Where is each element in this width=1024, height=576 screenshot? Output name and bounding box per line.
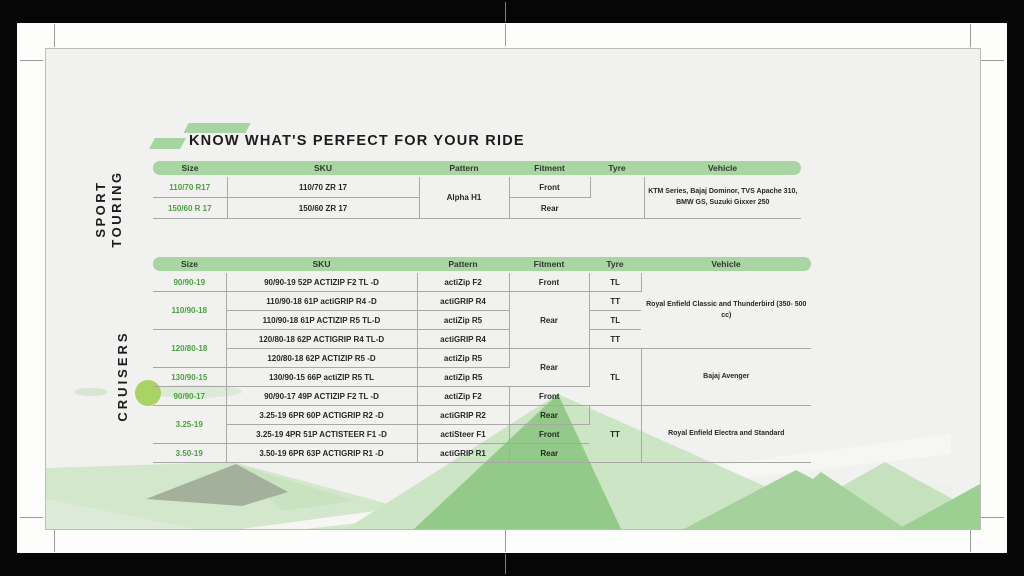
cell-vehicle: Bajaj Avenger [641, 349, 811, 406]
header-sku: SKU [314, 163, 332, 173]
cell-pattern: actiSteer F1 [417, 425, 509, 444]
header-vehicle: Vehicle [711, 259, 741, 269]
header-pattern: Pattern [449, 163, 479, 173]
cell-sku: 110/90-18 61P ACTIZIP R5 TL-D [226, 311, 417, 330]
page-title: KNOW WHAT'S PERFECT FOR YOUR RIDE [189, 133, 525, 149]
cell-size: 110/70 R17 [153, 177, 227, 198]
section-label-line: SPORT [93, 180, 108, 238]
cell-sku: 3.25-19 4PR 51P ACTISTEER F1 -D [226, 425, 417, 444]
cell-tyre: TL [589, 349, 641, 406]
cell-pattern: actiGRIP R2 [417, 406, 509, 425]
cell-size: 110/90-18 [153, 292, 226, 330]
table-row [153, 349, 811, 368]
crop-mark [505, 554, 506, 574]
crop-mark [505, 2, 506, 22]
section-label-cruisers: CRUISERS [115, 330, 130, 422]
header-vehicle: Vehicle [707, 163, 738, 173]
cell-vehicle: Royal Enfield Electra and Standard [641, 406, 811, 463]
cell-size: 90/90-19 [153, 273, 226, 292]
cell-sku: 3.50-19 6PR 63P ACTIGRIP R1 -D [226, 444, 417, 463]
cell-sku: 130/90-15 66P actiZIP R5 TL [226, 368, 417, 387]
cell-fitment: Front [509, 425, 589, 444]
crop-mark [505, 530, 506, 552]
cell-pattern: Alpha H1 [419, 177, 509, 219]
crop-mark [970, 529, 971, 552]
cell-vehicle: KTM Series, Bajaj Dominor, TVS Apache 310, BMW GS, Suzuki Gixxer 250 [644, 177, 801, 219]
cell-sku: 120/80-18 62P ACTIZIP R5 -D [226, 349, 417, 368]
cell-size: 3.25-19 [153, 406, 226, 444]
cell-fitment: Front [509, 273, 589, 292]
cell-fitment: Front [509, 387, 589, 406]
sport-touring-grid [153, 177, 801, 219]
cell-pattern: actiGRIP R4 [417, 330, 509, 349]
cell-fitment: Rear [509, 292, 589, 349]
title-deco-bar [149, 138, 186, 149]
crop-mark [54, 24, 55, 47]
cell-pattern: actiZip R5 [417, 349, 509, 368]
table-row [153, 406, 811, 425]
cell-size: 130/90-15 [153, 368, 226, 387]
cell-fitment: Rear [509, 406, 589, 425]
cell-pattern: actiGRIP R1 [417, 444, 509, 463]
cell-sku: 110/70 ZR 17 [227, 177, 419, 198]
header-size: Size [180, 259, 198, 269]
cell-fitment: Rear [509, 444, 589, 463]
crop-mark [20, 517, 43, 518]
crop-mark [20, 60, 43, 61]
brochure-page [45, 48, 981, 530]
section-label-sport-touring [93, 124, 127, 294]
cell-size: 3.50-19 [153, 444, 226, 463]
cell-fitment: Rear [509, 198, 590, 219]
title-deco-bar [183, 123, 250, 133]
header-sku: SKU [312, 259, 331, 269]
crop-mark [981, 60, 1004, 61]
table-row [153, 273, 811, 292]
header-tyre: Tyre [606, 259, 624, 269]
cell-sku: 90/90-19 52P ACTIZIP F2 TL -D [226, 273, 417, 292]
cell-size: 120/80-18 [153, 330, 226, 368]
cell-tyre: TL [589, 273, 641, 292]
table-row [153, 177, 801, 198]
cell-sku: 120/80-18 62P ACTIGRIP R4 TL-D [226, 330, 417, 349]
header-fitment: Fitment [534, 163, 565, 173]
cell-size: 90/90-17 [153, 387, 226, 406]
cell-tyre: TT [589, 406, 641, 463]
cell-tyre [590, 177, 644, 219]
table-header-row [153, 257, 811, 271]
cell-pattern: actiZip F2 [417, 273, 509, 292]
cell-size: 150/60 R 17 [153, 198, 227, 219]
cell-sku: 3.25-19 6PR 60P ACTIGRIP R2 -D [226, 406, 417, 425]
crop-mark [54, 529, 55, 552]
crop-mark [505, 24, 506, 46]
cell-sku: 90/90-17 49P ACTIZIP F2 TL -D [226, 387, 417, 406]
cell-tyre: TL [589, 311, 641, 330]
cruisers-grid [153, 273, 811, 463]
cruisers-table [153, 257, 811, 463]
header-size: Size [181, 163, 199, 173]
table-header-row [153, 161, 801, 175]
cloud-shape [74, 388, 108, 396]
cell-sku: 150/60 ZR 17 [227, 198, 419, 219]
section-label-line: TOURING [109, 170, 124, 248]
header-fitment: Fitment [533, 259, 565, 269]
cell-pattern: actiZip R5 [417, 368, 509, 387]
sport-touring-table [153, 161, 801, 219]
print-sheet [17, 23, 1007, 553]
cell-tyre: TT [589, 330, 641, 349]
crop-mark [970, 24, 971, 47]
cell-pattern: actiZip R5 [417, 311, 509, 330]
cell-sku: 110/90-18 61P actiGRIP R4 -D [226, 292, 417, 311]
crop-mark [981, 517, 1004, 518]
cell-vehicle: Royal Enfield Classic and Thunderbird (350- 500 cc) [641, 273, 811, 349]
cell-fitment: Front [509, 177, 590, 198]
cell-tyre: TT [589, 292, 641, 311]
cell-pattern: actiGRIP R4 [417, 292, 509, 311]
cell-fitment: Rear [509, 349, 589, 387]
cell-pattern: actiZip F2 [417, 387, 509, 406]
header-pattern: Pattern [448, 259, 478, 269]
header-tyre: Tyre [608, 163, 626, 173]
